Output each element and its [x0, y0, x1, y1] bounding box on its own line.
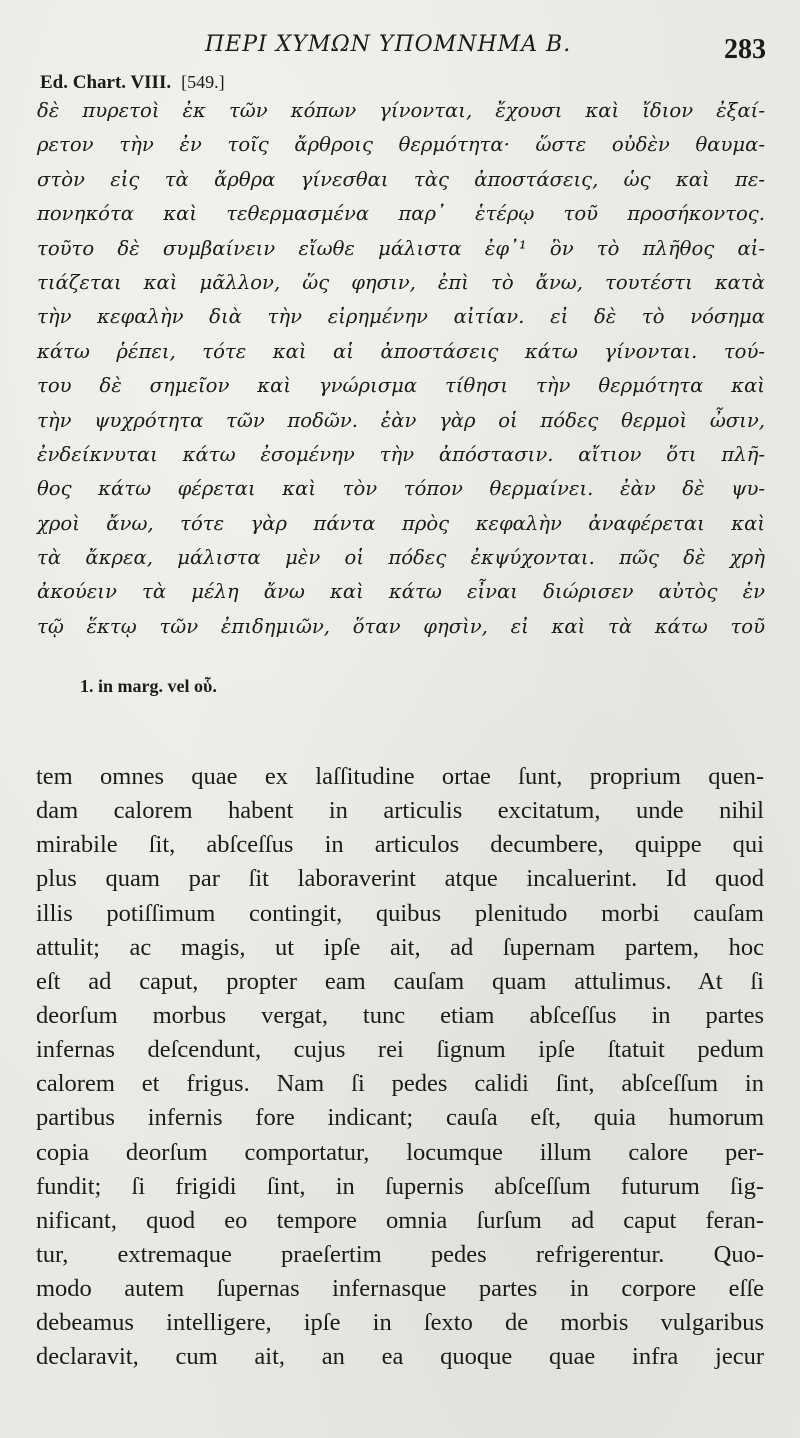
greek-text-line: ἐνδείκνυται κάτω ἐσομένην τὴν ἀπόστασιν. αἴτιον ὅτι πλῆ- [37, 442, 765, 466]
greek-text-line: πονηκότα καὶ τεθερμασμένα παρ᾽ ἑτέρῳ τοῦ προσήκοντος. [37, 202, 765, 226]
running-title: ΠΕΡΙ ΧΥΜΩΝ ΥΠΟΜΝΗΜΑ Β. [205, 32, 572, 57]
greek-text-line: τοῦτο δὲ συμβαίνειν εἴωθε μάλιστα ἐφ᾽¹ ὃν τὸ πλῆθος αἰ- [37, 236, 765, 260]
kuhn-page-ref: [549.] [181, 72, 225, 92]
latin-text-line: dam calorem habent in articulis excitatum, unde nihil [36, 797, 764, 825]
latin-text-line: debeamus intelligere, ipſe in ſexto de morbis vulgaribus [36, 1309, 764, 1337]
latin-text-line: eſt ad caput, propter eam cauſam quam attulimus. At ſi [36, 967, 764, 995]
greek-text-line: ρετον τὴν ἐν τοῖς ἄρθροις θερμότητα· ὥστε οὐδὲν θαυμα- [37, 133, 765, 157]
greek-text-line: στὸν εἰς τὰ ἄρθρα γίνεσθαι τὰς ἀποστάσεις, ὡς καὶ πε- [37, 167, 765, 191]
greek-text-line: του δὲ σημεῖον καὶ γνώρισμα τίθησι τὴν θερμότητα καὶ [37, 374, 765, 398]
latin-text-line: illis potiſſimum contingit, quibus plenitudo morbi cauſam [36, 899, 764, 927]
latin-text-line: modo autem ſupernas infernasque partes in corpore eſſe [36, 1275, 764, 1303]
latin-text-line: declaravit, cum ait, an ea quoque quae infra jecur [36, 1343, 764, 1371]
greek-text-line: τιάζεται καὶ μᾶλλον, ὥς φησιν, ἐπὶ τὸ ἄνω, τουτέστι κατὰ [37, 270, 765, 294]
latin-text-line: infernas deſcendunt, cujus rei ſignum ipſe ſtatuit pedum [36, 1036, 764, 1064]
chartier-edition-ref: Ed. Chart. VIII. [40, 72, 172, 93]
greek-text-line: τὴν ψυχρότητα τῶν ποδῶν. ἐὰν γὰρ οἱ πόδες θερμοὶ ὦσιν, [37, 408, 765, 432]
latin-text-line: mirabile ſit, abſceſſus in articulos decumbere, quippe qui [36, 831, 764, 859]
latin-text-block [36, 760, 764, 1375]
greek-text-line: θος κάτω φέρεται καὶ τὸν τόπον θερμαίνει. ἐὰν δὲ ψυ- [37, 477, 765, 501]
latin-text-line: copia deorſum comportatur, locumque illum calore per- [36, 1138, 764, 1166]
latin-text-line: calorem et frigus. Nam ſi pedes calidi ſint, abſceſſum in [36, 1070, 764, 1098]
greek-text-line: δὲ πυρετοὶ ἐκ τῶν κόπων γίνονται, ἔχουσι καὶ ἴδιον ἐξαί- [37, 99, 765, 122]
greek-text-line: τὰ ἄκρεα, μάλιστα μὲν οἱ πόδες ἐκψύχονται. πῶς δὲ χρὴ [37, 546, 765, 570]
latin-text-line: deorſum morbus vergat, tunc etiam abſceſſus in partes [36, 1001, 764, 1029]
footnote: 1. in marg. vel οὗ. [80, 676, 217, 696]
greek-text-line: ἀκούειν τὰ μέλη ἄνω καὶ κάτω εἶναι διώρισεν αὐτὸς ἐν [37, 580, 765, 604]
running-head [0, 28, 800, 68]
greek-text-line: τὴν κεφαλὴν διὰ τὴν εἰρημένην αἰτίαν. εἰ δὲ τὸ νόσημα [37, 305, 765, 329]
greek-text-line: κάτω ῥέπει, τότε καὶ αἱ ἀποστάσεις κάτω γίνονται. τού- [37, 339, 765, 363]
latin-text-line: nificant, quod eo tempore omnia ſurſum ad caput feran- [36, 1206, 764, 1234]
latin-text-line: tem omnes quae ex laſſitudine ortae ſunt, proprium quen- [36, 763, 764, 790]
latin-text-line: attulit; ac magis, ut ipſe ait, ad ſupernam partem, hoc [36, 933, 764, 961]
latin-text-line: partibus infernis fore indicant; cauſa eſt, quia humorum [36, 1104, 764, 1132]
page-number: 283 [724, 34, 766, 65]
latin-text-line: fundit; ſi frigidi ſint, in ſupernis abſceſſum futurum ſig- [36, 1172, 764, 1200]
greek-text-line: τῷ ἕκτῳ τῶν ἐπιδημιῶν, ὅταν φησὶν, εἰ καὶ τὰ κάτω τοῦ [37, 614, 765, 638]
latin-text-line: tur, extremaque praeſertim pedes refrigerentur. Quo- [36, 1240, 764, 1268]
greek-text-line: χροὶ ἄνω, τότε γὰρ πάντα πρὸς κεφαλὴν ἀναφέρεται καὶ [37, 511, 765, 535]
greek-text-block [37, 94, 765, 644]
edition-reference [40, 72, 225, 94]
latin-text-line: plus quam par ſit laboraverint atque incaluerint. Id quod [36, 865, 764, 893]
